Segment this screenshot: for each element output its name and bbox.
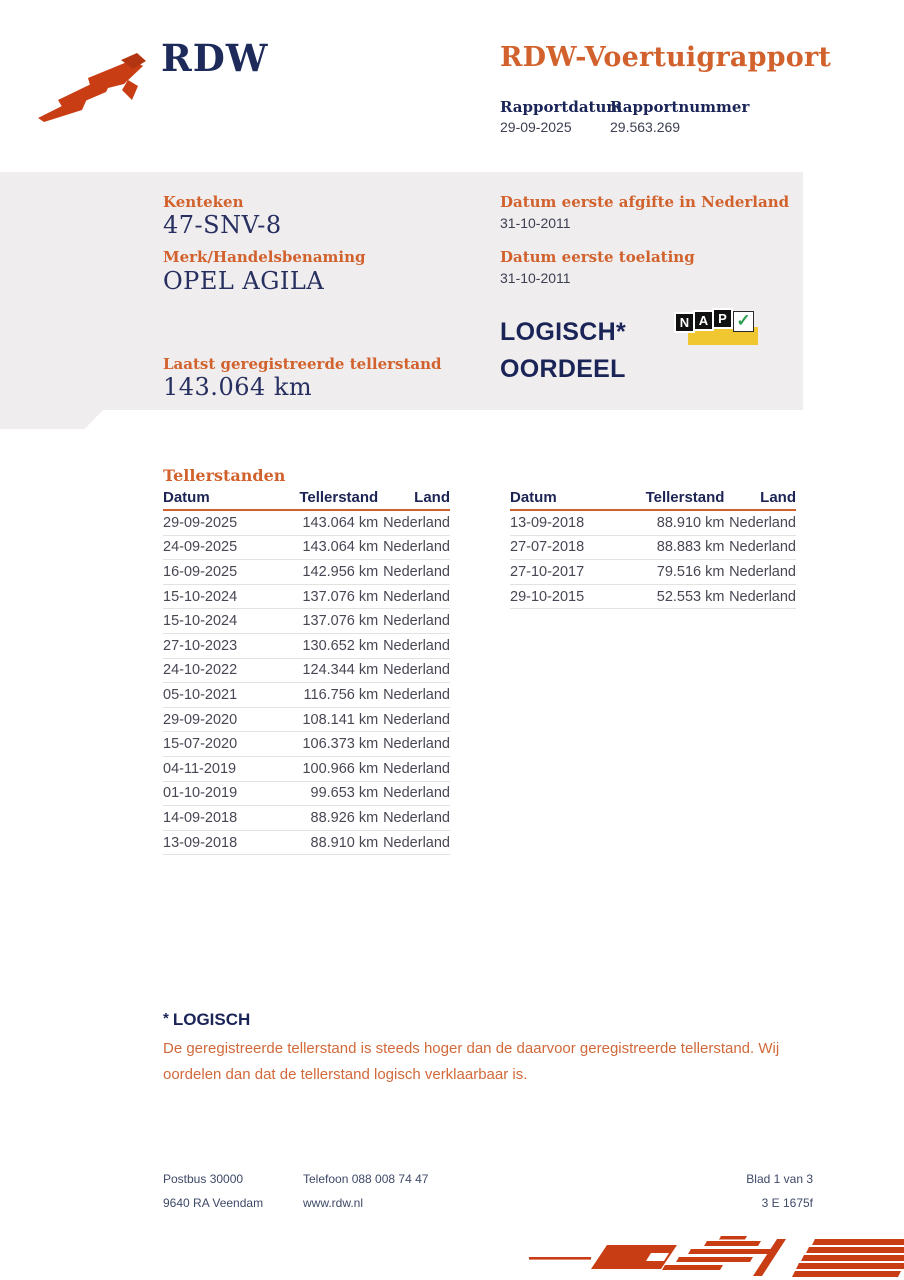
cell-tellerstand: 79.516 km [656,563,725,580]
table-row [510,536,796,561]
table-row [510,560,796,585]
cell-tellerstand: 88.910 km [310,834,379,851]
table-row [163,659,450,684]
table-row [163,708,450,733]
table-row [510,585,796,610]
cell-datum: 04-11-2019 [163,760,237,777]
cell-datum: 05-10-2021 [163,686,238,703]
column-header-land: Land [760,489,796,506]
cell-tellerstand: 88.926 km [310,809,379,826]
report-date-value: 29-09-2025 [500,119,572,135]
footer-address-line1: Postbus 30000 [163,1172,244,1186]
nap-letter-n: N [676,314,693,331]
kenteken-value: 47-SNV-8 [163,211,282,239]
footnote-title-text: LOGISCH [172,1010,251,1029]
table-header-row [163,486,450,511]
cell-datum: 27-10-2023 [163,637,238,654]
cell-land: Nederland [383,662,450,679]
cell-datum: 13-09-2018 [510,514,585,531]
cell-tellerstand: 137.076 km [302,588,379,605]
afgifte-value: 31-10-2011 [500,215,571,231]
cell-tellerstand: 130.652 km [302,637,379,654]
cell-datum: 13-09-2018 [163,834,238,851]
footer-website: www.rdw.nl [303,1196,364,1210]
table-row [163,757,450,782]
cell-land: Nederland [729,588,796,605]
cell-land: Nederland [383,711,450,728]
cell-tellerstand: 143.064 km [302,539,379,556]
cell-tellerstand: 52.553 km [656,588,725,605]
cell-land: Nederland [383,736,450,753]
toelating-label: Datum eerste toelating [500,248,695,266]
table-body [163,511,450,855]
cell-datum: 24-10-2022 [163,662,238,679]
cell-tellerstand: 99.653 km [310,785,379,802]
mileage-table-left [163,486,450,855]
cell-land: Nederland [383,588,450,605]
report-number-value: 29.563.269 [610,119,681,135]
cell-land: Nederland [383,785,450,802]
cell-land: Nederland [383,834,450,851]
bottom-stripes-decoration [529,1235,904,1280]
table-row [163,782,450,807]
merk-value: OPEL AGILA [163,267,325,295]
cell-land: Nederland [383,563,450,580]
footnote-asterisk: * [163,1010,169,1027]
oordeel-text [500,314,626,388]
oordeel-line2: OORDEEL [500,355,626,383]
cell-tellerstand: 100.966 km [302,760,379,777]
cell-datum: 24-09-2025 [163,539,238,556]
table-row [163,806,450,831]
nap-letter-p: P [714,310,731,327]
report-number-label: Rapportnummer [610,98,750,116]
table-row [163,634,450,659]
footer-doc-code: 3 E 1675f [761,1196,813,1210]
report-date-label: Rapportdatum [500,98,623,116]
table-row [163,560,450,585]
nap-logo [676,310,768,352]
cell-tellerstand: 106.373 km [302,736,379,753]
cell-datum: 14-09-2018 [163,809,238,826]
cell-tellerstand: 142.956 km [302,563,379,580]
kenteken-label: Kenteken [163,193,244,211]
footer-page-number: Blad 1 van 3 [746,1172,813,1186]
footnote-title [163,1010,250,1030]
cell-tellerstand: 88.883 km [656,539,725,556]
footnote-body: De geregistreerde tellerstand is steeds hoger dan de daarvoor geregistreerde tellerstand. Wij oordelen dan dat de tellerstand logisch verklaarbaar is. [163,1040,780,1083]
footer-address-line2: 9640 RA Veendam [163,1196,264,1210]
rdw-logo-text: RDW [161,36,269,80]
table-row [163,683,450,708]
page-title: RDW-Voertuigrapport [500,42,832,73]
nap-checkmark-icon: ✓ [733,311,754,332]
column-header-land: Land [414,489,450,506]
cell-land: Nederland [383,637,450,654]
cell-land: Nederland [383,760,450,777]
footer-phone: Telefoon 088 008 74 47 [303,1172,429,1186]
cell-tellerstand: 137.076 km [302,613,379,630]
rdw-logo-icon [36,52,154,122]
oordeel-line1: LOGISCH* [500,318,627,346]
table-row [163,609,450,634]
column-header-datum: Datum [163,489,210,506]
cell-datum: 27-07-2018 [510,539,585,556]
tellerstand-label: Laatst geregistreerde tellerstand [163,355,442,373]
table-row [163,831,450,856]
table-row [510,511,796,536]
table-body [510,511,796,609]
cell-datum: 29-09-2025 [163,514,238,531]
cell-datum: 15-10-2024 [163,588,238,605]
cell-land: Nederland [383,809,450,826]
merk-label: Merk/Handelsbenaming [163,248,366,266]
mileage-table-right [510,486,796,609]
cell-datum: 29-10-2015 [510,588,585,605]
nap-letter-a: A [695,312,712,329]
table-header-row [510,486,796,511]
cell-datum: 15-07-2020 [163,736,238,753]
cell-datum: 16-09-2025 [163,563,238,580]
cell-land: Nederland [383,686,450,703]
table-row [163,511,450,536]
cell-tellerstand: 88.910 km [656,514,725,531]
cell-land: Nederland [729,563,796,580]
cell-datum: 15-10-2024 [163,613,238,630]
cell-tellerstand: 124.344 km [302,662,379,679]
table-row [163,536,450,561]
afgifte-label: Datum eerste afgifte in Nederland [500,193,790,211]
cell-land: Nederland [383,539,450,556]
column-header-tellerstand: Tellerstand [299,489,379,506]
cell-land: Nederland [383,514,450,531]
toelating-value: 31-10-2011 [500,270,571,286]
cell-land: Nederland [383,613,450,630]
tellerstand-value: 143.064 km [163,373,313,401]
table-row [163,732,450,757]
cell-datum: 01-10-2019 [163,785,238,802]
column-header-datum: Datum [510,489,557,506]
cell-tellerstand: 143.064 km [302,514,379,531]
cell-datum: 27-10-2017 [510,563,585,580]
tellerstanden-section-title: Tellerstanden [163,466,286,485]
summary-panel-corner [0,410,103,429]
cell-datum: 29-09-2020 [163,711,238,728]
cell-tellerstand: 108.141 km [302,711,379,728]
cell-land: Nederland [729,514,796,531]
cell-land: Nederland [729,539,796,556]
table-row [163,585,450,610]
column-header-tellerstand: Tellerstand [645,489,725,506]
cell-tellerstand: 116.756 km [303,686,379,703]
